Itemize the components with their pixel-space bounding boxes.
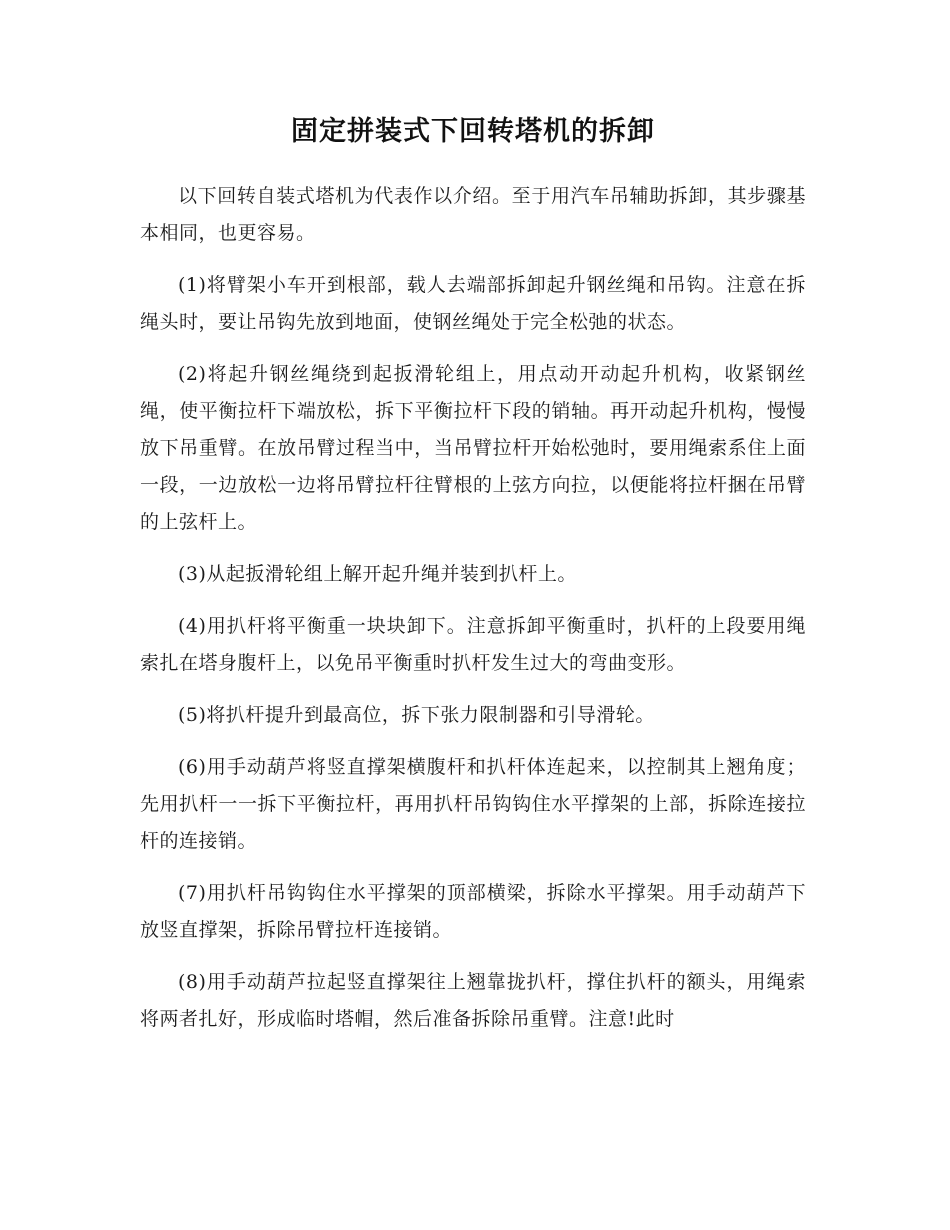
paragraph-step-4: (4)用扒杆将平衡重一块块卸下。注意拆卸平衡重时，扒杆的上段要用绳索扎在塔身腹杆上，以免吊平衡重时扒杆发生过大的弯曲变形。 — [140, 615, 806, 674]
paragraph-step-5: (5)将扒杆提升到最高位，拆下张力限制器和引导滑轮。 — [178, 704, 655, 726]
paragraph-step-1: (1)将臂架小车开到根部，载人去端部拆卸起升钢丝绳和吊钩。注意在拆绳头时，要让吊钩先放到地面，使钢丝绳处于完全松弛的状态。 — [140, 274, 806, 333]
paragraph-step-8: (8)用手动葫芦拉起竖直撑架往上翘靠拢扒杆，撑住扒杆的额头，用绳索将两者扎好，形成临时塔帽，然后准备拆除吊重臂。注意!此时 — [140, 971, 806, 1030]
document-page — [140, 108, 806, 1053]
paragraph-step-2: (2)将起升钢丝绳绕到起扳滑轮组上，用点动开动起升机构，收紧钢丝绳，使平衡拉杆下端放松，拆下平衡拉杆下段的销轴。再开动起升机构，慢慢放下吊重臂。在放吊臂过程当中，当吊臂拉杆开始松弛时，要用绳索系住上面一段，一边放松一边将吊臂拉杆往臂根的上弦方向拉，以便能将拉杆捆在吊臂的上弦杆上。 — [140, 363, 806, 533]
paragraph-step-3: (3)从起扳滑轮组上解开起升绳并装到扒杆上。 — [178, 563, 577, 585]
paragraph-intro: 以下回转自装式塔机为代表作以介绍。至于用汽车吊辅助拆卸，其步骤基本相同，也更容易。 — [140, 185, 806, 244]
paragraph-step-6: (6)用手动葫芦将竖直撑架横腹杆和扒杆体连起来，以控制其上翘角度；先用扒杆一一拆下平衡拉杆，再用扒杆吊钩钩住水平撑架的上部，拆除连接拉杆的连接销。 — [140, 756, 806, 852]
document-title: 固定拼装式下回转塔机的拆卸 — [291, 116, 655, 147]
paragraph-step-7: (7)用扒杆吊钩钩住水平撑架的顶部横梁，拆除水平撑架。用手动葫芦下放竖直撑架，拆除吊臂拉杆连接销。 — [140, 882, 806, 941]
